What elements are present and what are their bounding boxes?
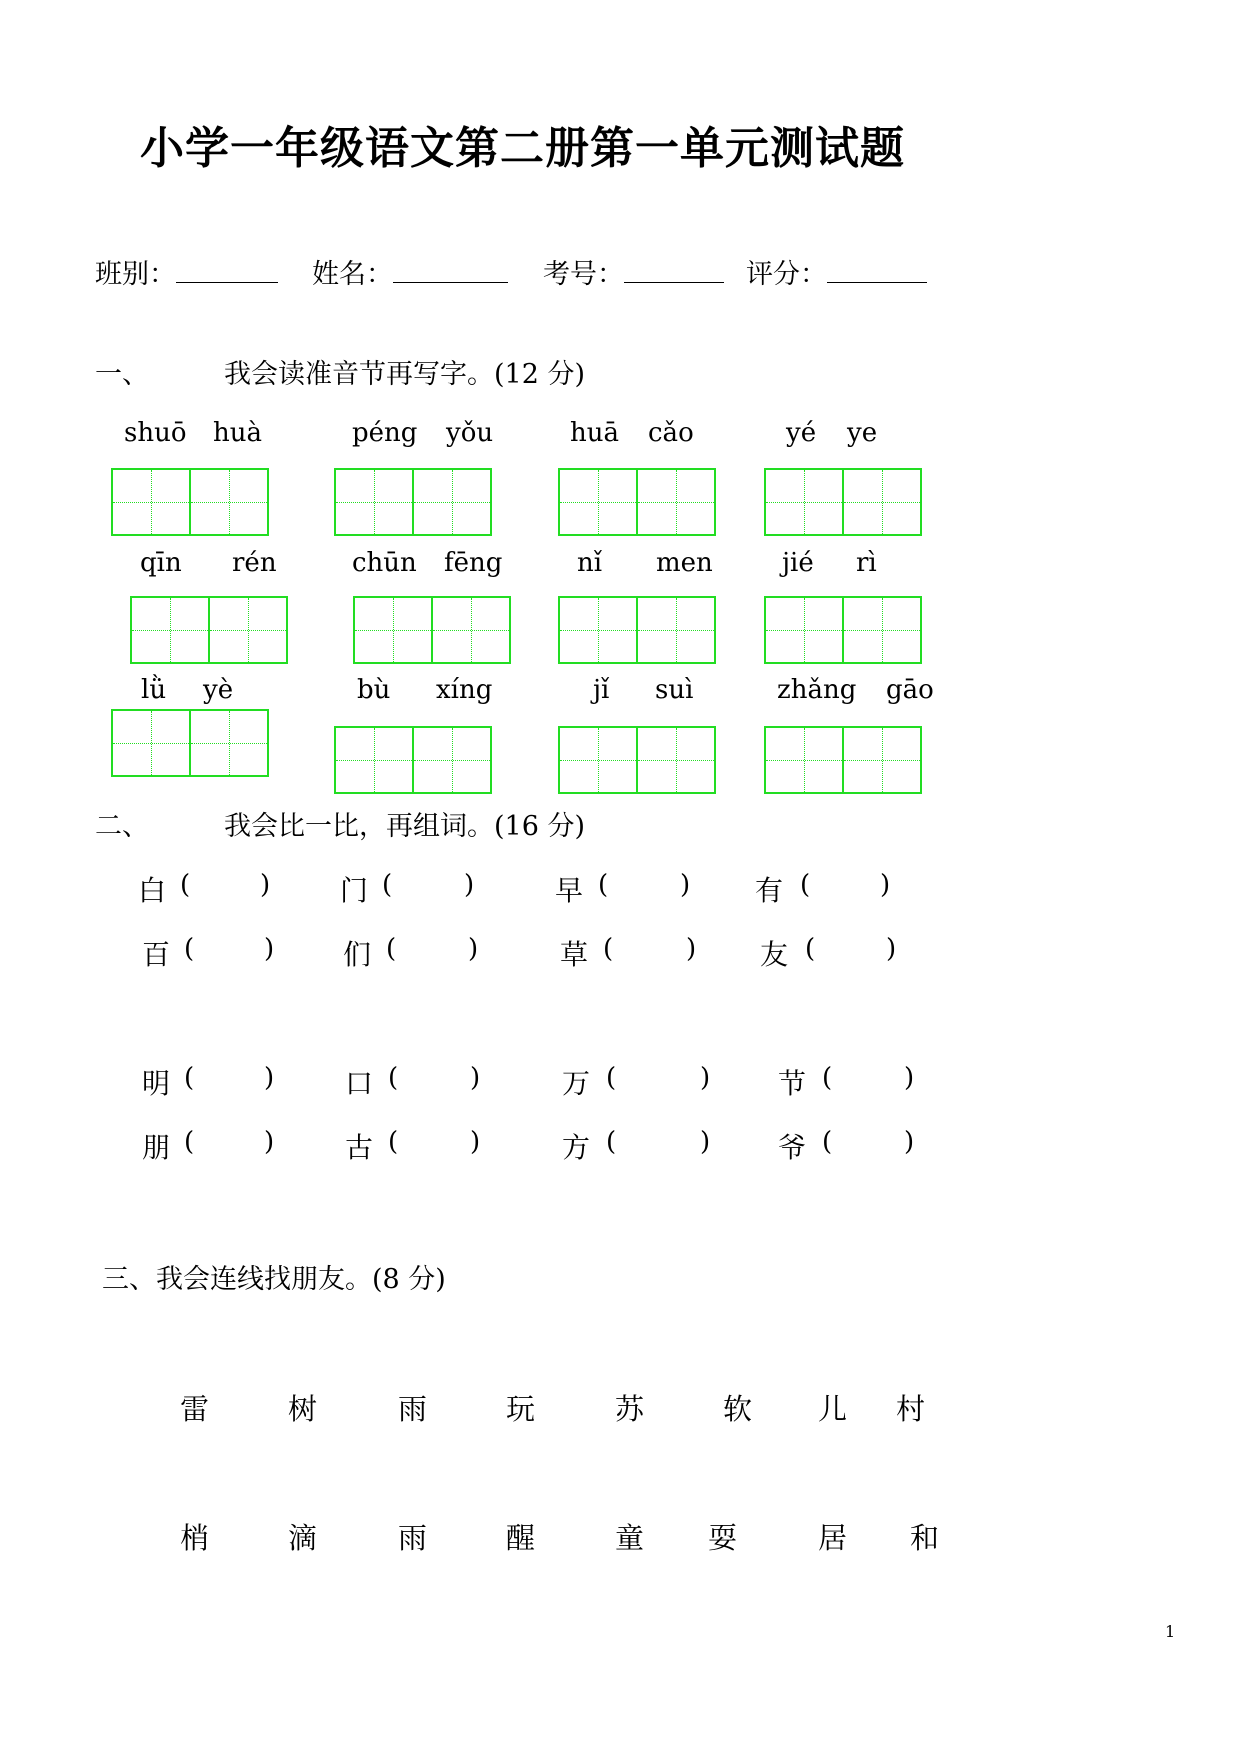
- char: 白: [138, 874, 167, 907]
- paren-close: ): [904, 1063, 915, 1093]
- name-blank[interactable]: [393, 258, 508, 283]
- page-number: 1: [1165, 1622, 1176, 1641]
- pinyin: chūn: [352, 548, 417, 578]
- char: 草: [560, 938, 589, 971]
- writing-grid[interactable]: [764, 726, 922, 794]
- char: 们: [343, 938, 372, 971]
- pinyin: shuō: [124, 418, 187, 448]
- char: 有: [755, 874, 784, 907]
- paren-close: ): [904, 1127, 915, 1157]
- paren-close: ): [264, 1127, 275, 1157]
- pinyin: rén: [232, 548, 277, 578]
- pinyin: rì: [856, 548, 877, 578]
- char: 百: [142, 938, 171, 971]
- score-field: [746, 252, 927, 291]
- match-word-top[interactable]: 雨: [398, 1392, 428, 1426]
- pinyin: qīn: [140, 548, 182, 578]
- paren-open: (: [382, 870, 393, 900]
- section2-number: 二、: [95, 811, 149, 842]
- score-label: 评分：: [746, 259, 827, 290]
- paren-close: ): [260, 870, 271, 900]
- pinyin: huà: [213, 418, 262, 448]
- pinyin: huā: [570, 418, 619, 448]
- pinyin: suì: [655, 675, 694, 705]
- exam-no-field: [543, 252, 724, 291]
- char: 古: [345, 1131, 374, 1164]
- pinyin: cǎo: [648, 418, 694, 448]
- match-word-bottom[interactable]: 居: [818, 1521, 848, 1555]
- name-field: [312, 252, 508, 291]
- char: 爷: [778, 1131, 807, 1164]
- page-title: 小学一年级语文第二册第一单元测试题: [140, 123, 905, 174]
- class-blank[interactable]: [176, 258, 278, 283]
- paren-close: ): [700, 1063, 711, 1093]
- char: 早: [555, 874, 584, 907]
- match-word-bottom[interactable]: 梢: [180, 1521, 210, 1555]
- match-word-top[interactable]: 树: [288, 1392, 318, 1426]
- paren-close: ): [680, 870, 691, 900]
- score-blank[interactable]: [827, 258, 927, 283]
- paren-open: (: [184, 934, 195, 964]
- match-word-bottom[interactable]: 和: [910, 1521, 940, 1555]
- pinyin: zhǎng: [777, 675, 857, 705]
- match-word-top[interactable]: 村: [896, 1392, 926, 1426]
- pinyin: yǒu: [446, 418, 494, 448]
- pinyin: jié: [782, 548, 814, 578]
- paren-open: (: [800, 870, 811, 900]
- paren-open: (: [822, 1127, 833, 1157]
- paren-close: ): [264, 1063, 275, 1093]
- match-word-top[interactable]: 软: [723, 1392, 753, 1426]
- pinyin: nǐ: [577, 548, 603, 578]
- exam-no-label: 考号：: [543, 259, 624, 290]
- match-word-top[interactable]: 儿: [818, 1392, 848, 1426]
- pinyin: ye: [847, 418, 878, 448]
- paren-close: ): [886, 934, 897, 964]
- paren-close: ): [700, 1127, 711, 1157]
- section1-title: 我会读准音节再写字。(12 分): [224, 359, 586, 390]
- pinyin: men: [656, 548, 713, 578]
- class-field: [95, 252, 278, 291]
- pinyin: gāo: [886, 675, 934, 705]
- paren-close: ): [464, 870, 475, 900]
- paren-open: (: [184, 1063, 195, 1093]
- match-word-bottom[interactable]: 童: [615, 1521, 645, 1555]
- pinyin: fēng: [444, 548, 503, 578]
- paren-open: (: [606, 1127, 617, 1157]
- match-word-top[interactable]: 玩: [506, 1392, 536, 1426]
- writing-grid[interactable]: [111, 468, 269, 536]
- pinyin: yè: [203, 675, 234, 705]
- pinyin: bù: [357, 675, 391, 705]
- match-word-bottom[interactable]: 雨: [398, 1521, 428, 1555]
- paren-open: (: [805, 934, 816, 964]
- pinyin: péng: [352, 418, 418, 448]
- exam-no-blank[interactable]: [624, 258, 724, 283]
- section1-number: 一、: [95, 359, 149, 390]
- paren-open: (: [822, 1063, 833, 1093]
- char: 明: [142, 1067, 171, 1100]
- writing-grid[interactable]: [130, 596, 288, 664]
- writing-grid[interactable]: [334, 468, 492, 536]
- paren-open: (: [603, 934, 614, 964]
- pinyin: lǜ: [141, 675, 167, 705]
- paren-open: (: [606, 1063, 617, 1093]
- paren-close: ): [686, 934, 697, 964]
- class-label: 班别：: [95, 259, 176, 290]
- name-label: 姓名：: [312, 259, 393, 290]
- paren-close: ): [470, 1127, 481, 1157]
- writing-grid[interactable]: [764, 468, 922, 536]
- match-word-top[interactable]: 苏: [615, 1392, 645, 1426]
- char: 方: [562, 1131, 591, 1164]
- writing-grid[interactable]: [334, 726, 492, 794]
- paren-open: (: [388, 1063, 399, 1093]
- pinyin: jǐ: [593, 675, 610, 705]
- paren-open: (: [180, 870, 191, 900]
- writing-grid[interactable]: [558, 726, 716, 794]
- match-word-bottom[interactable]: 耍: [708, 1521, 738, 1555]
- writing-grid[interactable]: [764, 596, 922, 664]
- char: 节: [778, 1067, 807, 1100]
- pinyin: xíng: [436, 675, 493, 705]
- char: 万: [562, 1067, 591, 1100]
- writing-grid[interactable]: [353, 596, 511, 664]
- char: 朋: [142, 1131, 171, 1164]
- char: 口: [345, 1067, 374, 1100]
- paren-close: ): [264, 934, 275, 964]
- section2-title: 我会比一比，再组词。(16 分): [224, 811, 586, 842]
- match-word-bottom[interactable]: 滴: [288, 1521, 318, 1555]
- writing-grid[interactable]: [558, 596, 716, 664]
- char: 门: [340, 874, 369, 907]
- pinyin: yé: [786, 418, 817, 448]
- char: 友: [760, 938, 789, 971]
- writing-grid[interactable]: [558, 468, 716, 536]
- paren-open: (: [388, 1127, 399, 1157]
- paren-open: (: [386, 934, 397, 964]
- writing-grid[interactable]: [111, 709, 269, 777]
- match-word-top[interactable]: 雷: [180, 1392, 210, 1426]
- paren-close: ): [468, 934, 479, 964]
- paren-open: (: [598, 870, 609, 900]
- paren-close: ): [470, 1063, 481, 1093]
- section3-title: 三、我会连线找朋友。(8 分): [102, 1264, 446, 1295]
- paren-close: ): [880, 870, 891, 900]
- paren-open: (: [184, 1127, 195, 1157]
- match-word-bottom[interactable]: 醒: [506, 1521, 536, 1555]
